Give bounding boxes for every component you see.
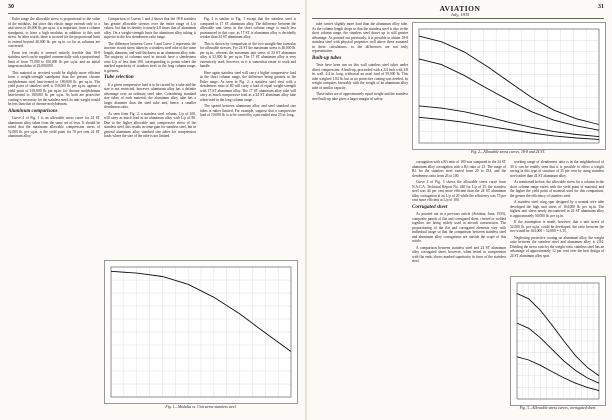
paragraph: This is shown by comparison of the two straight-line formulas for allowable stresses. For 24 ST the maximum stress is 40,000 lb. per sq.in., whereas the maximum unit stress of 24 ST aluminum alloy is 52,000 lb. per sq.in. The 17 ST aluminum alloy is very extensively used, however, as it is somewhat easier to work and handle. <box>200 41 296 68</box>
paragraph: Comparison of Curves 1 and 2 shows that the 18-8 stainless has greater allowable stresses over the entire range of L/ρ values, but that its density is nearly 2.8 times that of aluminum alloy. On a weight-strength basis the aluminum alloy tubing is superior in the low slenderness ratio range. <box>104 17 196 39</box>
right-column-1 <box>312 22 408 415</box>
paragraph: The spread between aluminum alloy and steel standard size tubes is rather limited. For example, suppose that a compressive load of 10,000 lb. is to be carried by a pin-ended strut 25 in. long. <box>200 104 296 117</box>
paragraph: Neglecting protective coating on aluminum alloy, the weight ratio between the stainless steel and aluminum alloy is 2.94. Dividing the stress ratio by the weight ratio, stainless steel has an advantage of approximately 12 per cent over the best design of 24 ST aluminum alloy spar. <box>510 235 604 258</box>
section-heading: Built-up tubes <box>312 55 342 61</box>
figure-3-chart <box>511 277 605 405</box>
paragraph: Euler range the allowable stress is proportional to the value of the modulus, but since this elastic range extends only to a unit stress of 40,000 lb. per sq.in. it is important, from a column standpoint, to have a high modulus in addition to this unit stress. In other words, there is no need for the proportional limit to extend beyond 40,000 lb. per sq.in. so far as columns are concerned. <box>8 17 100 48</box>
right-column-2 <box>412 160 506 415</box>
paragraph: As mentioned before, the allowable stress for a column in the short column range varies with the yield point of material, and the higher the yield point of material used for this comparison, the greater the efficiency of stainless steel. <box>510 180 604 198</box>
header-rule <box>312 18 604 19</box>
paragraph: Curve 4 of Fig. 3 shows the allowable stress curve from N.A.C.A. Technical Report No. 440 for L/ρ of 25, the stainless steel was 44 per cent more efficient than the 24 ST aluminum alloy corrugation at an L/ρ of 20 while the efficiency was 75 per cent more efficient at L/ρ of 100. <box>412 180 506 202</box>
figure-1 <box>104 260 298 404</box>
figure-3 <box>510 276 606 406</box>
figure-2-caption: Fig. 2—Allowable stress curves, 18-8 and 24 ST. <box>470 150 546 154</box>
paragraph: As pointed out in a previous article (Aviation, June, 1935), composite panels of flat and corrugated sheet, riveted or welded together, are being widely used in aircraft construction. The proportioning of the flat and corrugated elements vary with individual usage so that the comparison between stainless steel and aluminum alloy corrugations are outside the scope of this article. <box>412 212 506 243</box>
figure-2 <box>412 22 606 150</box>
paragraph: If a given compressive load is to be carried by a tube and the size is not restricted, however, aluminum alloy has a definite advantage over an ordinary steel tube. Considering standard size tubes of each material, the aluminum alloy tube has a larger diameter than the steel tube and, hence, a smaller slenderness ratio. <box>104 82 196 109</box>
section-heading: Tube selection <box>104 75 134 80</box>
paragraph: The difference between Curve 3 and Curve 2 represents the increase in unit stress taken by a stainless steel tube of the same length, diameter, and wall thickness as an aluminum alloy tube. The majority of columns used in aircraft have a slenderness ratio L/ρ of less than 100, corresponding to points where the marked superiority of stainless steel, in the long column range, is greatest. <box>104 41 196 73</box>
paragraph: Here again stainless steel will carry a higher compressive load in the short column range, the difference being greatest in the Euler range. As seen in Fig. 2, a stainless steel strut with a slenderness ratio of 80 will carry a load of equal weight-strength with 17 ST aluminum alloy. The 17 ST aluminum alloy tube will carry as much compressive load as a 24 ST aluminum alloy tube when used in the long column range. <box>200 70 296 102</box>
paragraph: corrugation with a R/t ratio of 100 was compared to the 24 ST aluminum alloy corrugation with a R/t ratio of 25. The range of R/t for the stainless steel varied from 20 to 254, and the slenderness ratio from 25 to 100. <box>412 160 506 178</box>
right-column-3 <box>510 160 604 272</box>
paragraph: A stainless steel wing spar designed by a normal wire tube developed the high unit stress of 164,000 lb. per sq.in. The highest unit stress nearly encountered in 24 ST aluminum alloy is approximately 50,000 lb. per sq.in. <box>510 200 604 218</box>
header-rule <box>8 13 300 14</box>
section-heading: Corrugated sheet <box>412 204 448 210</box>
paragraph: Curve 4 of Fig. 1 is an allowable stress curve for 24 ST aluminum alloy taken from the same set of tests. It should be noted that the maximum allowable compression stress of 52,000 lb. per sq.in. is the yield point for 70 per cent 24 ST aluminum alloy. <box>8 116 100 138</box>
issue-date: July, 1935 <box>450 12 470 17</box>
section-heading: Aluminum comparisons <box>8 108 58 114</box>
magazine-title: AVIATION <box>439 4 481 13</box>
gutter <box>305 0 307 420</box>
left-page <box>0 0 304 420</box>
page-number-right: 31 <box>598 4 604 10</box>
right-page <box>308 0 612 420</box>
paragraph: A comparison between stainless steel and 24 ST aluminum alloy corrugated sheet, however, when tested in compression with flat ends, shows marked superiority in favor of the stainless steel. <box>412 245 506 263</box>
left-column-3 <box>200 17 296 255</box>
left-column-1 <box>8 17 100 415</box>
figure-1-caption: Fig. 1—Modulus vs. Unit stress-stainless steel. <box>165 405 237 409</box>
figure-1-chart <box>105 261 297 403</box>
paragraph: tube carries slightly more load than the aluminum alloy tube. As the column length drops so that the stainless steel is also in the short column range, the stainless steel draws up to still greater advantage. As pointed out previously, it is possible to obtain 18-8 stainless steel with physical properties well above those assumed in these calculations, so the differences are not truly representative. <box>312 22 408 53</box>
page-number-left: 30 <box>8 4 14 10</box>
paragraph: This material as received would be slightly more efficient from a weight-strength standpoint than the present chrome molybdenum steel heat-treated to 180,000 lb. per sq.in. The yield point of stainless steel is 150,000 lb. per sq.in. against a yield point of 165,000 lb. per sq.in. for chrome molybdenum heat-treated to 180,000 lb. per sq.in. As both are protective coating is necessary for the stainless steel, its unit weight would be less than that of chrome molybdenum. <box>8 70 100 106</box>
paragraph: As seen from Fig. 2, a stainless steel column, L/ρ of 100, will carry as much load as an aluminum alloy with L/ρ of 80. Due to the higher allowable unit compressive stress of the stainless steel, this results in some gain for stainless steel, but in general aluminum alloy standard size tubes for compression loads where the size of the tube is not limited. <box>104 111 196 138</box>
paragraph: If the assumption is made, however, that a unit stress of 52,000 lb. per sq.in. could be developed, the ratio between the two would be 164,000 ÷ 52,000 = 3.15. <box>510 220 604 233</box>
figure-2-chart <box>413 23 605 149</box>
figure-3-caption: Fig. 3—Allowable stress curves, corrugated sheet. <box>519 406 597 410</box>
paragraph: working range of slenderness ratio is in the neighborhood of 30 it can be readily seen that it is possible to effect a weight saving in this type of structure of 35 per cent by using stainless steel rather than 24 ST aluminum alloy. <box>510 160 604 178</box>
paragraph: These tubes are of approximately equal weight and the stainless steel built-up tube gives a larger margin of safety. <box>312 92 408 101</box>
paragraph: Fig. 2 is similar to Fig. 1 except that the stainless steel is compared to 17 ST aluminum alloy. The difference between the allowable unit stress in the short column range is much less pronounced in this case, as 17 ST is aluminum alloy is decidedly weaker than 24 ST aluminum alloy. <box>200 17 296 39</box>
paragraph: Tests have been run on this wall stainless steel tubes under direct compression. A built-up, proceeded with a 2/4 inch with 3/8 in. wall, 2/4 in. long, withstood an axial load of 59,000 lb. This tube weighed 1.84 lb. but as no protective coating was needed, its weight compares favorably with the weight of an aluminum alloy tube of similar capacity. <box>312 63 408 90</box>
paragraph: From test results it seemed entirely feasible that 18-8 stainless steel can be supplied commercially with a proportional limit of from 75,000 to 100,000 lb. per sq.in. and an initial tangent modulus of 29,000,000. <box>8 50 100 68</box>
